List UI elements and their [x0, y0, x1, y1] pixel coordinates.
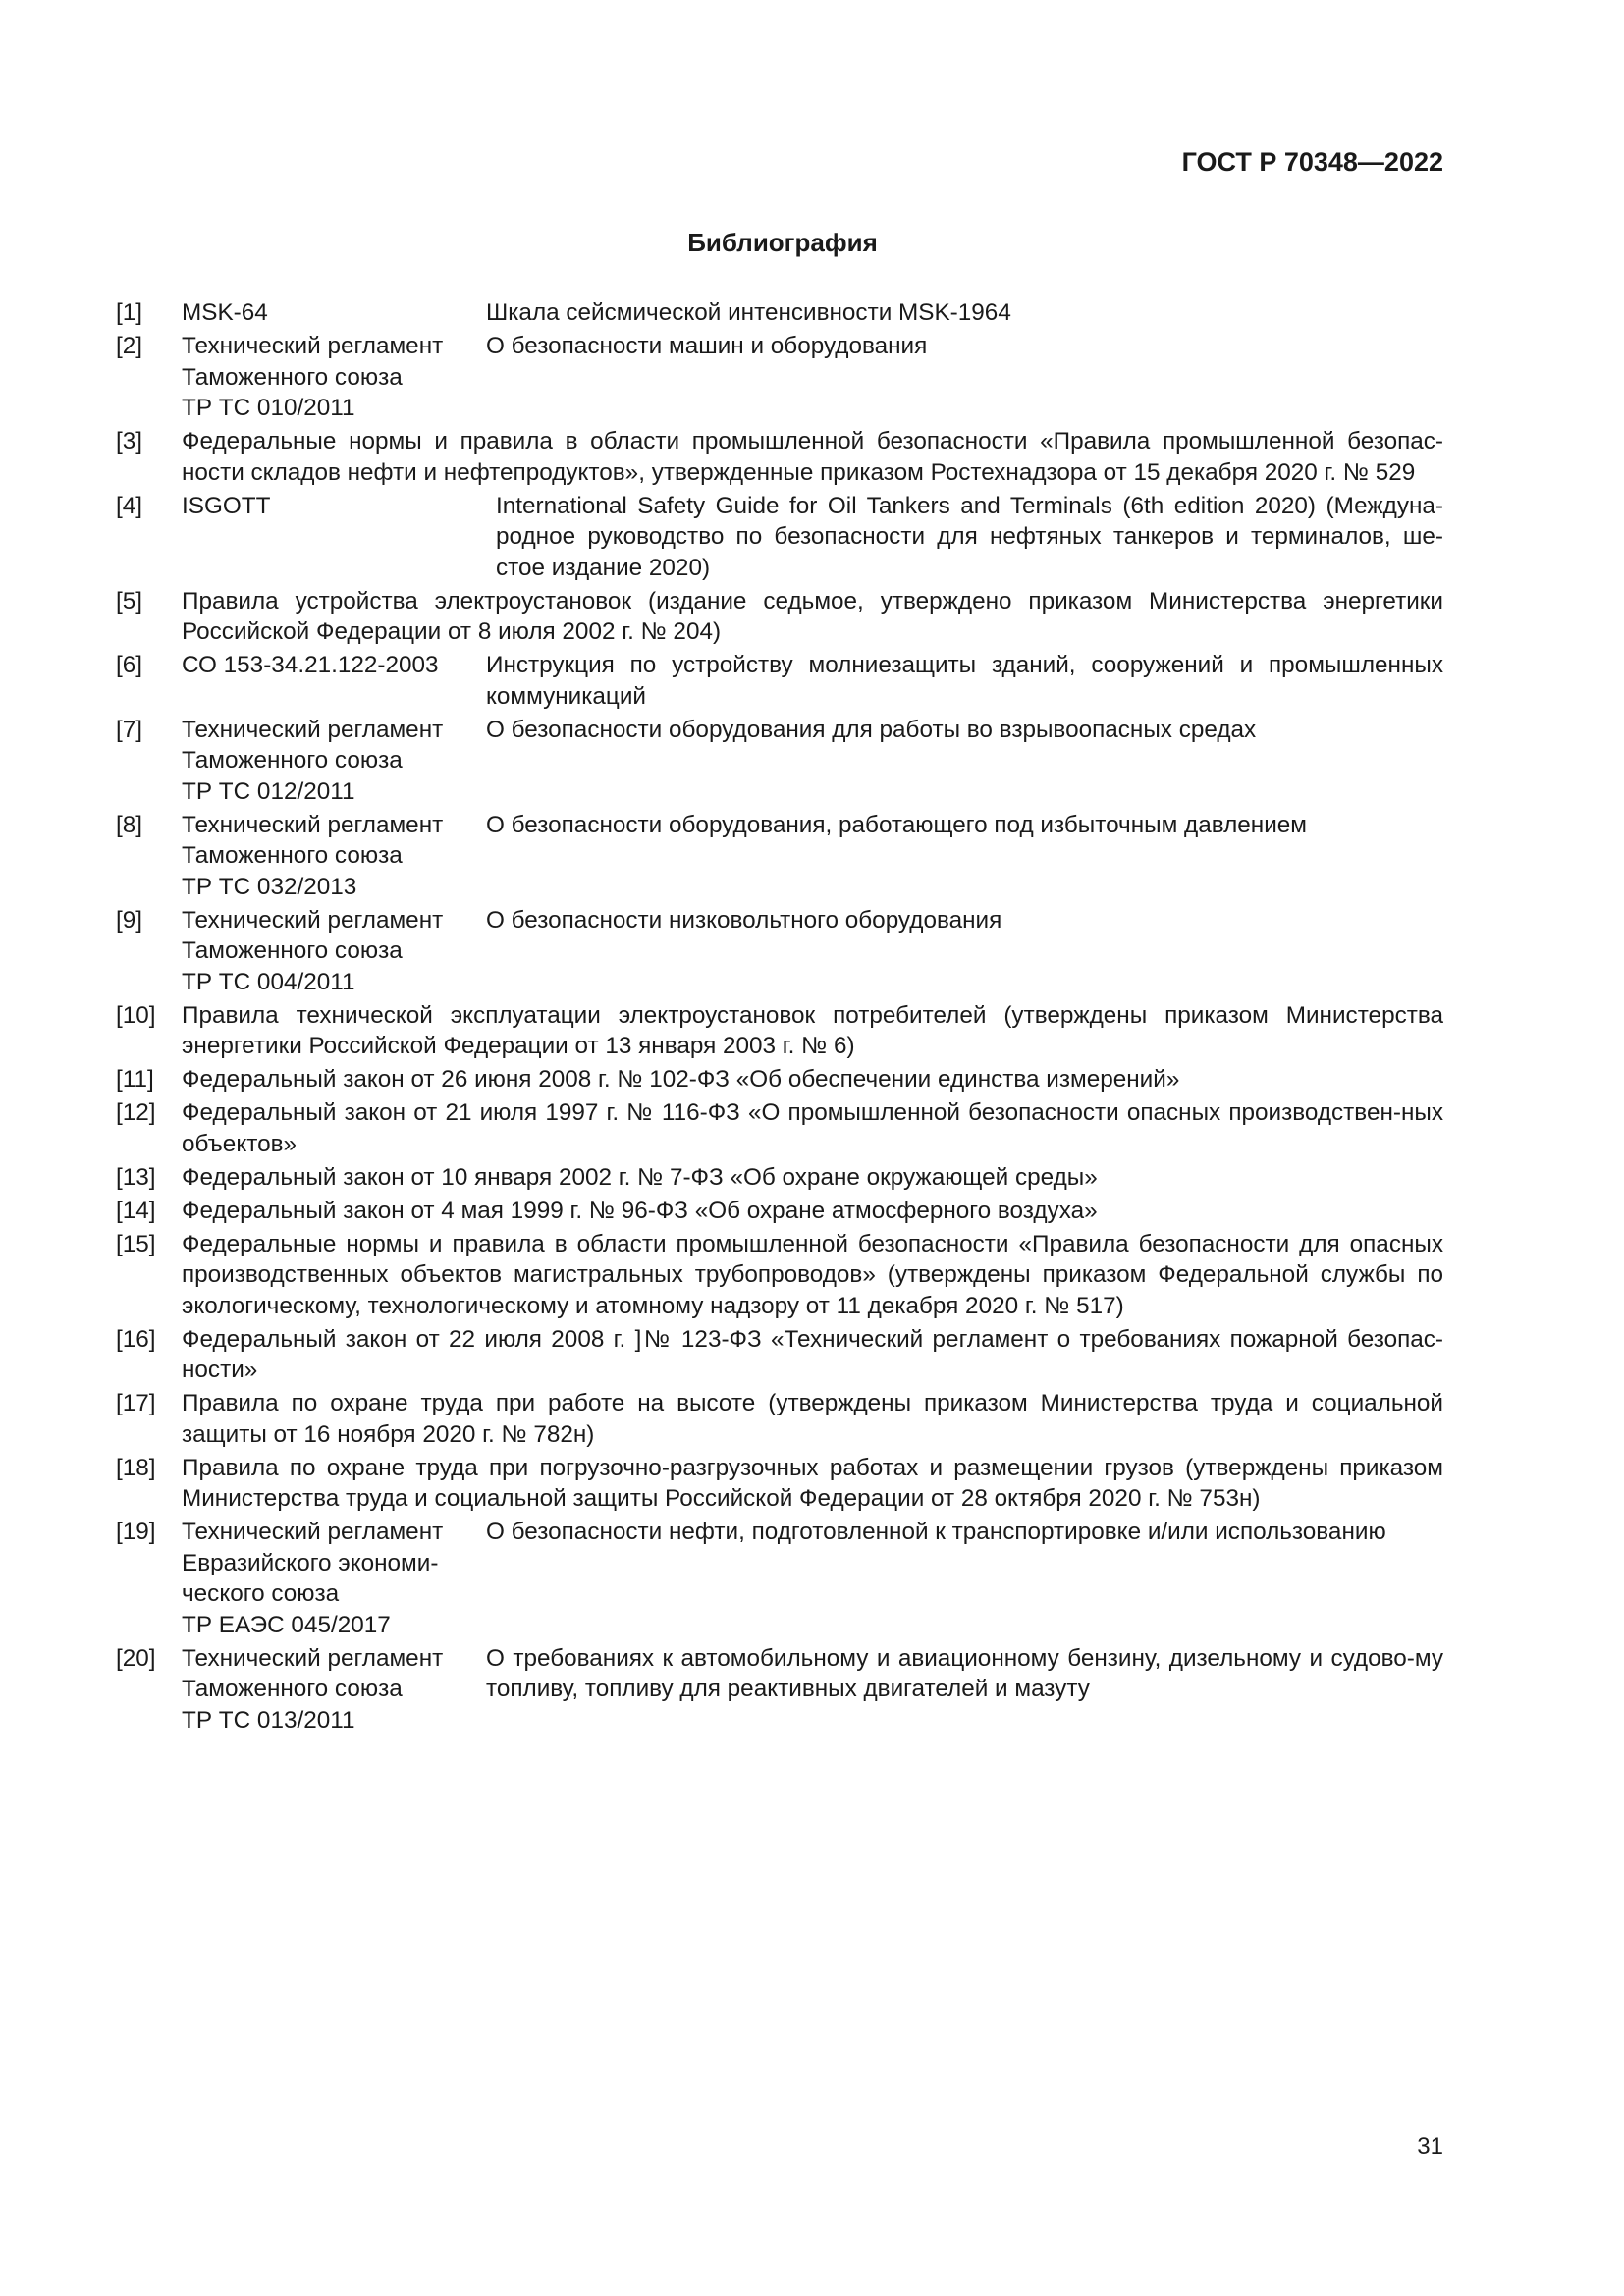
entry-description: Правила устройства электроустановок (издание седьмое, утверждено приказом Министерства энергетики Российской Федерации от 8 июля 2002 г. № 204): [182, 587, 1443, 645]
entry-number: [4]: [116, 492, 143, 519]
bibliography-entry-12: [116, 1097, 1443, 1159]
entry-reference: Технический регламент Таможенного союза ТР ТС 032/2013: [182, 811, 444, 900]
entry-description: Федеральный закон от 22 июля 2008 г. ]№ 123-ФЗ «Технический регламент о требованиях пожарной безопас-ности»: [182, 1325, 1443, 1383]
entry-number: [17]: [116, 1390, 156, 1416]
entry-description: Федеральный закон от 10 января 2002 г. № 7-ФЗ «Об охране окружающей среды»: [182, 1163, 1098, 1191]
entry-number: [20]: [116, 1644, 156, 1672]
bibliography-entry-5: [116, 586, 1443, 648]
entry-reference: Технический регламент Таможенного союза ТР ТС 012/2011: [182, 716, 444, 805]
bibliography-entry-18: [116, 1453, 1443, 1515]
entry-reference: Технический регламент Таможенного союза ТР ТС 010/2011: [182, 333, 444, 421]
entry-description: Шкала сейсмической интенсивности MSK-1964: [486, 299, 1011, 326]
entry-number: [7]: [116, 716, 143, 743]
entry-description: International Safety Guide for Oil Tankers and Terminals (6th edition 2020) (Междуна-родное руководство по безопасности для нефтяных танкеров и терминалов, ше-стое издание 2020): [496, 492, 1443, 581]
entry-description: О безопасности оборудования, работающего под избыточным давлением: [486, 811, 1307, 838]
document-code: ГОСТ Р 70348—2022: [1181, 147, 1443, 177]
bibliography-entry-8: [116, 810, 1443, 903]
entry-reference: Технический регламент Таможенного союза ТР ТС 004/2011: [182, 906, 444, 995]
page-number: 31: [1417, 2133, 1443, 2160]
entry-reference: Технический регламент Евразийского экономи- ческого союза ТР ЕАЭС 045/2017: [182, 1519, 444, 1638]
bibliography-entry-14: [116, 1196, 1443, 1227]
entry-number: [12]: [116, 1099, 156, 1126]
bibliography-entry-10: [116, 1000, 1443, 1062]
entry-description: Федеральный закон от 21 июля 1997 г. № 116-ФЗ «О промышленной безопасности опасных производствен-ных объектов»: [182, 1099, 1443, 1157]
entry-description: О безопасности нефти, подготовленной к транспортировке и/или использованию: [486, 1519, 1386, 1545]
bibliography-entry-20: [116, 1643, 1443, 1736]
entry-number: [1]: [116, 299, 143, 326]
entry-reference: СО 153-34.21.122-2003: [182, 652, 439, 678]
entry-number: [13]: [116, 1163, 156, 1191]
bibliography-entry-19: [116, 1517, 1443, 1640]
entry-description: О безопасности машин и оборудования: [486, 333, 928, 359]
entry-description: О безопасности низковольтного оборудования: [486, 906, 1002, 934]
entry-description: О безопасности оборудования для работы во взрывоопасных средах: [486, 716, 1257, 743]
bibliography-entry-17: [116, 1388, 1443, 1450]
bibliography-entry-4: [116, 491, 1443, 584]
bibliography-entry-16: [116, 1324, 1443, 1386]
bibliography-entry-15: [116, 1229, 1443, 1322]
entry-number: [5]: [116, 587, 143, 614]
bibliography-entry-11: [116, 1064, 1443, 1095]
bibliography-list: [116, 297, 1443, 1738]
entry-number: [15]: [116, 1230, 156, 1257]
bibliography-entry-9: [116, 905, 1443, 998]
entry-description: Федеральные нормы и правила в области промышленной безопасности «Правила безопасности для опасных производственных объектов магистральных трубопроводов» (утверждены приказом Федеральной службы по экологическому, технологическому и атомному надзору от 11 декабря 2020 г. № 517): [182, 1230, 1443, 1319]
entry-reference: ISGOTT: [182, 492, 271, 519]
entry-description: Инструкция по устройству молниезащиты зданий, сооружений и промышленных коммуникаций: [486, 652, 1443, 710]
entry-number: [9]: [116, 906, 143, 934]
entry-number: [10]: [116, 1001, 156, 1029]
entry-description: Правила по охране труда при работе на высоте (утверждены приказом Министерства труда и социальной защиты от 16 ноября 2020 г. № 782н): [182, 1390, 1443, 1448]
entry-number: [19]: [116, 1519, 156, 1545]
bibliography-entry-2: [116, 331, 1443, 424]
entry-description: Федеральный закон от 26 июня 2008 г. № 102-ФЗ «Об обеспечении единства измерений»: [182, 1066, 1180, 1093]
bibliography-entry-13: [116, 1162, 1443, 1194]
entry-number: [2]: [116, 333, 143, 359]
entry-number: [14]: [116, 1197, 156, 1224]
entry-number: [6]: [116, 652, 143, 678]
entry-description: Правила по охране труда при погрузочно-разгрузочных работах и размещении грузов (утверждены приказом Министерства труда и социальной защиты Российской Федерации от 28 октября 2020 г. № 753н): [182, 1454, 1443, 1512]
entry-number: [8]: [116, 811, 143, 838]
entry-reference: Технический регламент Таможенного союза ТР ТС 013/2011: [182, 1644, 444, 1734]
entry-number: [11]: [116, 1066, 154, 1093]
entry-description: О требованиях к автомобильному и авиационному бензину, дизельному и судово-му топливу, топливу для реактивных двигателей и мазуту: [486, 1644, 1443, 1702]
bibliography-entry-1: [116, 297, 1443, 329]
entry-number: [16]: [116, 1325, 156, 1353]
entry-reference: MSK-64: [182, 299, 268, 326]
entry-number: [3]: [116, 428, 143, 454]
entry-description: Правила технической эксплуатации электроустановок потребителей (утверждены приказом Министерства энергетики Российской Федерации от 13 января 2003 г. № 6): [182, 1001, 1443, 1059]
bibliography-entry-3: [116, 426, 1443, 488]
bibliography-entry-7: [116, 715, 1443, 808]
page-title: Библиография: [687, 228, 878, 257]
entry-description: Федеральные нормы и правила в области промышленной безопасности «Правила промышленной безопас-ности складов нефти и нефтепродуктов», утвержденные приказом Ростехнадзора от 15 декабря 2020 г. № 529: [182, 428, 1443, 486]
entry-number: [18]: [116, 1454, 156, 1481]
bibliography-entry-6: [116, 650, 1443, 712]
entry-description: Федеральный закон от 4 мая 1999 г. № 96-ФЗ «Об охране атмосферного воздуха»: [182, 1197, 1098, 1224]
